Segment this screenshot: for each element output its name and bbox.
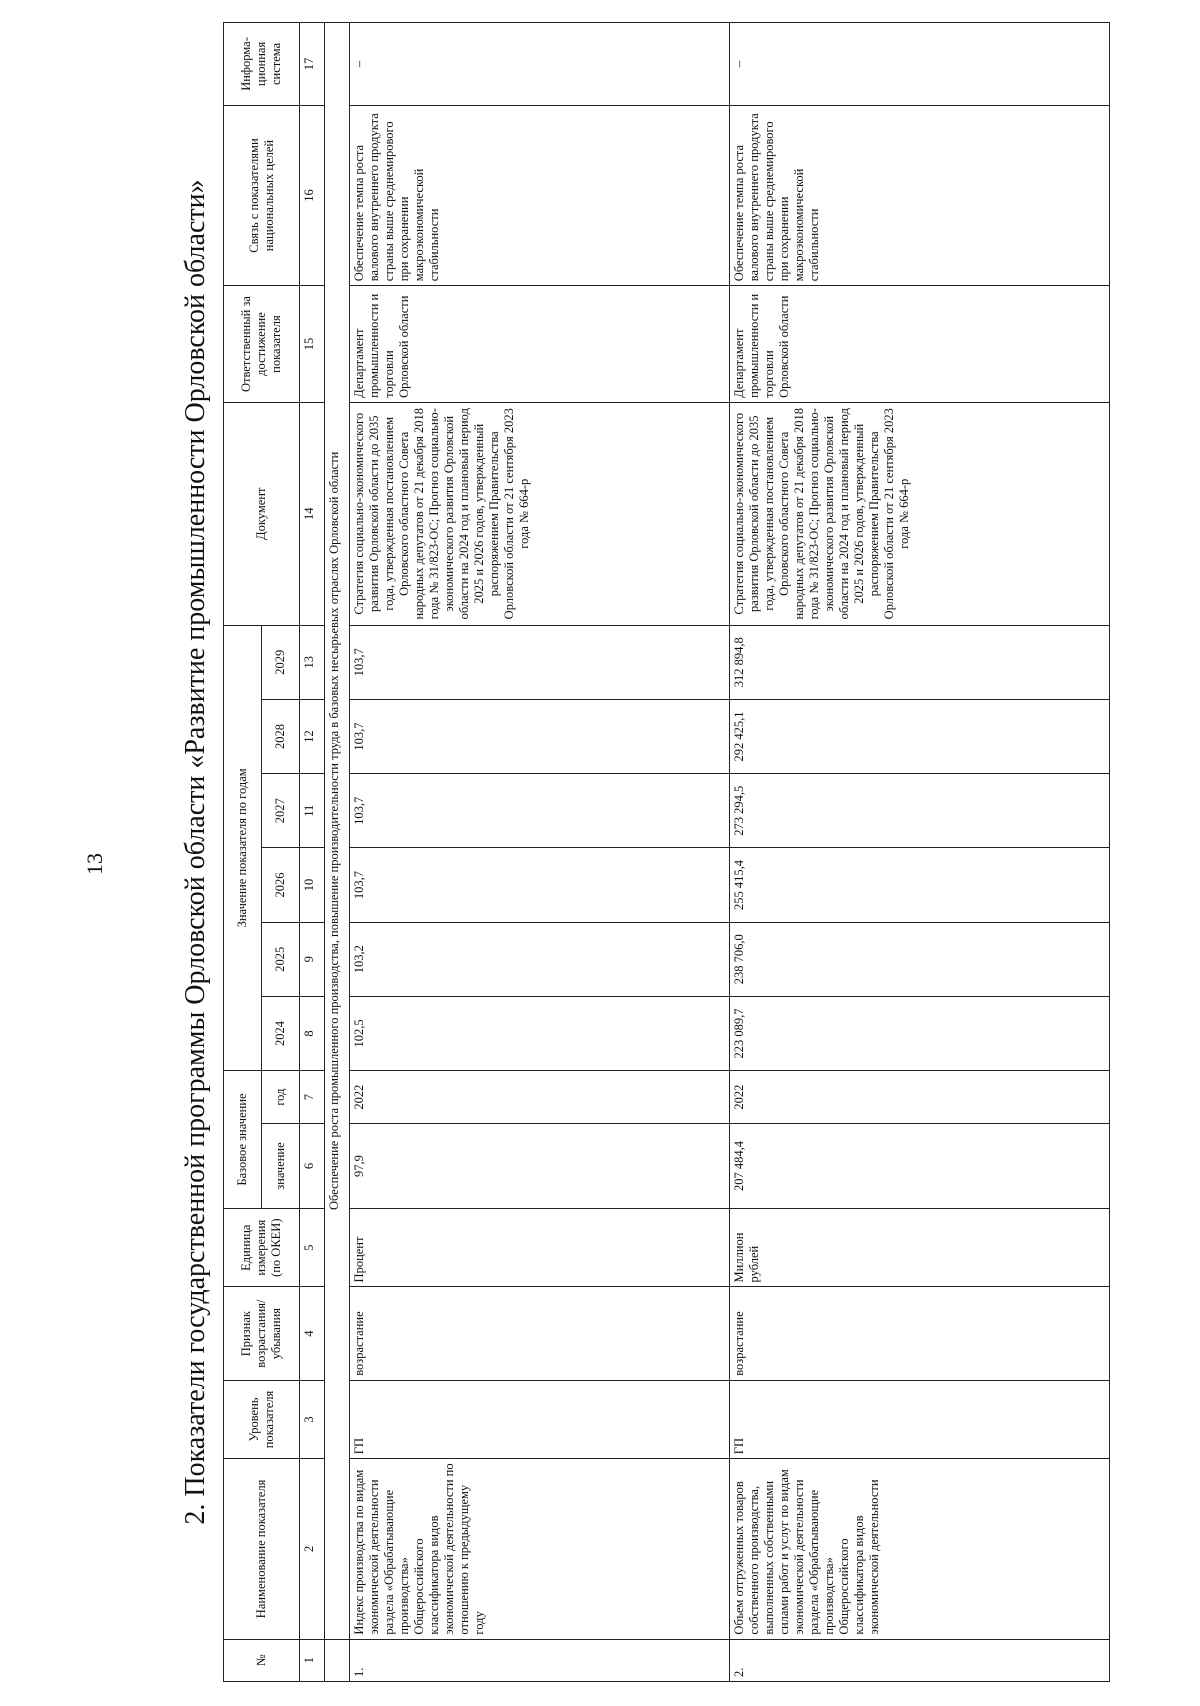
value-2029: 103,7 <box>350 625 730 699</box>
column-number: 7 <box>300 1071 325 1124</box>
column-number: 11 <box>300 774 325 848</box>
value-2028: 103,7 <box>350 699 730 773</box>
base-value: 207 484,4 <box>730 1124 1110 1209</box>
header-trend: Признак возрастания/ убывания <box>224 1287 300 1380</box>
responsible-body: Департамент промышленности и торговли Орловской области <box>730 286 1110 403</box>
column-number: 14 <box>300 402 325 625</box>
indicator-name: Индекс производства по видам экономической деятельности раздела «Обрабатывающие производства» Общероссийского классификатора видов экономической деятельности по отношению к предыдущему году <box>350 1459 730 1639</box>
column-number: 10 <box>300 848 325 922</box>
value-2024: 102,5 <box>350 996 730 1070</box>
value-2029: 312 894,8 <box>730 625 1110 699</box>
header-year-2026: 2026 <box>262 848 300 922</box>
header-base-group: Базовое значение <box>224 1071 262 1209</box>
value-2028: 292 425,1 <box>730 699 1110 773</box>
header-national-goals: Связь с показателями национальных целей <box>224 105 300 285</box>
base-year: 2022 <box>350 1071 730 1124</box>
header-year-2024: 2024 <box>262 996 300 1070</box>
column-number: 9 <box>300 922 325 996</box>
value-2025: 238 706,0 <box>730 922 1110 996</box>
column-number: 6 <box>300 1124 325 1209</box>
value-2027: 273 294,5 <box>730 774 1110 848</box>
value-2025: 103,2 <box>350 922 730 996</box>
header-base-value: значение <box>262 1124 300 1209</box>
value-2024: 223 089,7 <box>730 996 1110 1070</box>
section-row <box>325 23 350 1682</box>
header-year-2028: 2028 <box>262 699 300 773</box>
header-year-2029: 2029 <box>262 625 300 699</box>
header-info-system: Информа-ционная система <box>224 23 300 106</box>
column-number: 15 <box>300 286 325 403</box>
document-reference: Стратегия социально-экономического развития Орловской области до 2035 года, утвержденная постановлением Орловского областного Совета народных депутатов от 21 декабря 2018 года № 31/823-ОС; Прогноз социально-экономического развития Орловской области на 2024 год и плановый период 2025 и 2026 годов, утвержденный распоряжением Правительства Орловской области от 21 сентября 2023 года № 664-р <box>350 402 730 625</box>
row-num: 2. <box>730 1639 1110 1681</box>
section-title: Обеспечение роста промышленного производства, повышение производительности труда в базовых несырьевых отраслях Орловской области <box>325 23 350 1640</box>
national-goals-link: Обеспечение темпа роста валового внутреннего продукта страны выше среднемирового при сохранении макроэкономической стабильности <box>730 105 1110 285</box>
page-number: 13 <box>82 853 107 875</box>
indicator-name: Объем отгруженных товаров собственного производства, выполненных собственными силами работ и услуг по видам экономической деятельности раздела «Обрабатывающие производства» Общероссийского классификатора видов экономической деятельности <box>730 1459 1110 1639</box>
header-responsible: Ответственный за достижение показателя <box>224 286 300 403</box>
indicator-unit: Процент <box>350 1208 730 1286</box>
table-row <box>730 23 1110 1682</box>
column-number: 17 <box>300 23 325 106</box>
header-document: Документ <box>224 402 300 625</box>
column-number: 2 <box>300 1459 325 1639</box>
row-num: 1. <box>350 1639 730 1681</box>
column-number: 8 <box>300 996 325 1070</box>
column-number-row <box>300 23 325 1682</box>
column-number: 16 <box>300 105 325 285</box>
indicators-table <box>223 22 1110 1682</box>
header-base-year: год <box>262 1071 300 1124</box>
document-reference: Стратегия социально-экономического развития Орловской области до 2035 года, утвержденная постановлением Орловского областного Совета народных депутатов от 21 декабря 2018 года № 31/823-ОС; Прогноз социально-экономического развития Орловской области на 2024 год и плановый период 2025 и 2026 годов, утвержденный распоряжением Правительства Орловской области от 21 сентября 2023 года № 664-р <box>730 402 1110 625</box>
value-2026: 255 415,4 <box>730 848 1110 922</box>
value-2027: 103,7 <box>350 774 730 848</box>
header-year-2025: 2025 <box>262 922 300 996</box>
section-empty-cell <box>325 1639 350 1681</box>
info-system: – <box>730 23 1110 106</box>
base-value: 97,9 <box>350 1124 730 1209</box>
rotated-document-sheet <box>173 22 1173 1682</box>
header-name: Наименование показателя <box>224 1459 300 1639</box>
header-num: № <box>224 1639 300 1681</box>
column-number: 5 <box>300 1208 325 1286</box>
document-title: 2. Показатели государственной программы Орловской области «Развитие промышленности Орловской области» <box>180 179 211 1525</box>
indicator-level: ГП <box>350 1380 730 1458</box>
header-years-group: Значение показателя по годам <box>224 625 262 1070</box>
header-level: Уровень показателя <box>224 1380 300 1458</box>
column-number: 4 <box>300 1287 325 1380</box>
info-system: – <box>350 23 730 106</box>
column-number: 1 <box>300 1639 325 1681</box>
header-unit: Единица измерения (по ОКЕИ) <box>224 1208 300 1286</box>
national-goals-link: Обеспечение темпа роста валового внутреннего продукта страны выше среднемирового при сохранении макроэкономической стабильности <box>350 105 730 285</box>
base-year: 2022 <box>730 1071 1110 1124</box>
table-row <box>350 23 730 1682</box>
column-number: 13 <box>300 625 325 699</box>
responsible-body: Департамент промышленности и торговли Орловской области <box>350 286 730 403</box>
value-2026: 103,7 <box>350 848 730 922</box>
indicator-trend: возрастание <box>730 1287 1110 1380</box>
indicator-trend: возрастание <box>350 1287 730 1380</box>
column-number: 12 <box>300 699 325 773</box>
indicator-level: ГП <box>730 1380 1110 1458</box>
column-number: 3 <box>300 1380 325 1458</box>
header-year-2027: 2027 <box>262 774 300 848</box>
indicator-unit: Миллион рублей <box>730 1208 1110 1286</box>
